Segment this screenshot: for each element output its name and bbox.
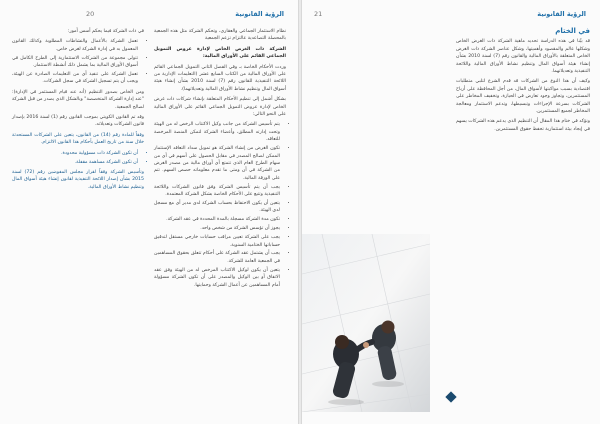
list-item: • يجب أن يشتمل عقد الشركة على أحكام تتعلق بحقوق المساهمين في الجمعية العامة للشركة. [154, 250, 280, 265]
paragraph: بشكل أشمل إلى تنظيم الأحكام المتعلقة بإنشاء شركات ذات غرض الخاص لإدارة عروض التمويل الجماعي القائم على الأوراق المالية على النحو التالي: [154, 97, 286, 118]
list-item: • أن تكون الشركة ذات مسؤولية محدودة. [12, 150, 138, 157]
closing-paragraph: وتأسيس الشركة وفقاً لقرار مجلس المفوضين رقم (72) لسنة 2015 بشأن إصدار اللائحة التنفيذية لقانون إنشاء هيئة أسواق المال وتنظيم نشاط الأوراق المالية. [12, 170, 144, 190]
right-page-column-right [456, 28, 590, 136]
paragraph: وقد تم القانون الكويتي بموجب القانون رقم (1) لسنة 2016 بإصدار قانون الشركات وتعديلاته. [12, 115, 144, 128]
list-item: • يتعين أن يكون الاحتفاظ بحساب الشركة لدى مدير أي مع مسجل لدى الهيئة. [154, 200, 280, 215]
left-page-header: الرؤية القانونية [235, 10, 284, 18]
paragraph: نظام الاستثمار الجماعي والعقاري، وتحكم الشركة مثل هذه الجمعية بالمحصلة التصاعدية عالتزام تزعم الجمعية [154, 29, 286, 42]
left-page-column-left [12, 28, 144, 194]
left-page-column-right [154, 28, 286, 292]
list-item: • يتم تأسيس الشركة من جانب وكيل الاكتتاب الرخص له من الهيئة وتحت إدارته المطلق، وأعضاء الشركة لتمكن المنصة المرخصة للتعاقد. [154, 121, 280, 143]
left-page-number: 20 [86, 10, 95, 18]
bullet-list [154, 121, 286, 289]
paragraph: ومن الخاص بصدور التنظيم (أنه عند قيام المستثمر في الإدارة): "عند إدارة الشركة المتخصصة" وبالشكل الذي يصدر من قبل الشركة لصالح الجمعية. [12, 89, 144, 110]
list-item: • تتولى مجموعة من الشركات الاستثمارية إلى الطرح الكامل في أسواق الأوراق المالية بما يشمل ذلك أنشطة الاستثمار. [12, 55, 138, 70]
list-item: • يجب على الشركة تعيين مراقب حسابات خارجي مستقل لتدقيق حساباتها الختامية السنوية. [154, 234, 280, 249]
list-item: • تعمل الشركة على تنفيذ أي من التعليمات الصادرة عن الهيئة، ويجب أن يتم تسجيل الشركة في سجل الشركات. [12, 71, 138, 86]
list-item: • تعمل الشركة بالأعمال والنشاطات المطلوبة وكذلك القانون المعمول به في إدارة الشركة لغرض خاص. [12, 38, 138, 53]
section-subheading: الشركة ذات الغرض الخاص لإدارة عروض التمويل الجماعي القائم على الأوراق المالية: [154, 46, 286, 60]
paragraph: وكيف أن هذا النوع من الشركات قد قدم الشرع لتلبي متطلبات اقتصادية بسبب مواكبتها لأسواق المال، من أجل المحافظة على أرباح المستثمرين، وتجاوز وجود تعارض في الحيازة، وتخفيف المخاطر على الشركات بسرعة الإجراءات وتبسيطها، وتدعم الاستثمار ومعالجة المخاطر لجميع المستثمرين. [456, 79, 590, 115]
handshake-photo [302, 234, 430, 412]
paragraph: في ذات الشركة فيما يحكم أسس أمور: [67, 29, 144, 34]
list-item: • يتعين أن يكون لوكيل الاكتتاب المرخص له من الهيئة وفق عقد الاتفاق أو بين الوكيل والمصدر على أن تكون الشركة مسؤولة أمام المساهمين عن أعمال الشركة وحمايتها. [154, 267, 280, 289]
list-item: • تكون الغرض من إنشاء الشركة هو تمويل سداد التعاقد الإستثمار الممكن لصالح المصدر في مقابل الحصول على أسهم في أي من سهام الطرح العام الذي تتمتع أي أوراق مالية من مصدر الغرض من الشركة في أن ومتى ما تقدم معلوماته حصص السهم. تتم على الورقة المالية. [154, 145, 280, 182]
list-item: • يجوز أن تؤسس الشركة من شخص واحد. [154, 225, 280, 232]
paragraph: قد بيّنا في هذه الدراسة تحديد ماهية الشركة ذات الغرض الخاص وشكلها عالم والمقصود وأهميتها، وشكل عناصر الشركة ذات الغرض الخاص المتعلقة بالأوراق المالية والقانون رقم (7) لسنة 2010 بشأن إنشاء هيئة أسواق المال وتنظيم نشاط الأوراق المالية واللائحة التنفيذية وتعديلاتهما. [456, 39, 590, 75]
list-item: • يجب أن يتم تأسيس الشركة وفق قانون الشركات واللائحة التنفيذية وتتبع على الأحكام الخاصة بشكل الشركة المعتمدة. [154, 184, 280, 199]
left-page [0, 0, 298, 424]
right-page-header: الرؤية القانونية [537, 10, 586, 18]
list-item: • أن تكون الشركة مساهمة مقفلة. [12, 159, 138, 166]
paragraph: وردت الأحكام الخاصة بـ وفي الفصل الثاني التمويل الجماعي القائم على الأوراق المالية من الكتاب السابع عشر (التعليمات الإدارية من اللائحة التنفيذية للقانون رقم (7) لسنة 2010 بشأن إنشاء هيئة أسواق المال وتنظيم نشاط الأوراق المالية وتعديلاتهما). [154, 64, 287, 92]
bullet-list [12, 38, 144, 85]
bullet-list [12, 150, 144, 166]
handshake-illustration [302, 234, 430, 412]
section-heading: في الختام [555, 27, 590, 35]
right-page-number: 21 [314, 10, 323, 18]
highlighted-paragraph: وفقاً للمادة رقم (14) من القانون، يتعين على الشركات المستحدثة خلال سنة من تاريخ العمل بأحكام هذا القانون الالتزام. [12, 132, 144, 146]
paragraph: ونؤكد في ختام هذا المقال أن التنظيم الذي يدعم هذه الشركات يسهم في إيجاد بيئة استثمارية تحفظ حقوق المستثمرين. [456, 119, 590, 132]
list-item: • تكون مدة الشركة مسجلة بالمدة المحددة في عقد الشركة. [154, 216, 280, 223]
